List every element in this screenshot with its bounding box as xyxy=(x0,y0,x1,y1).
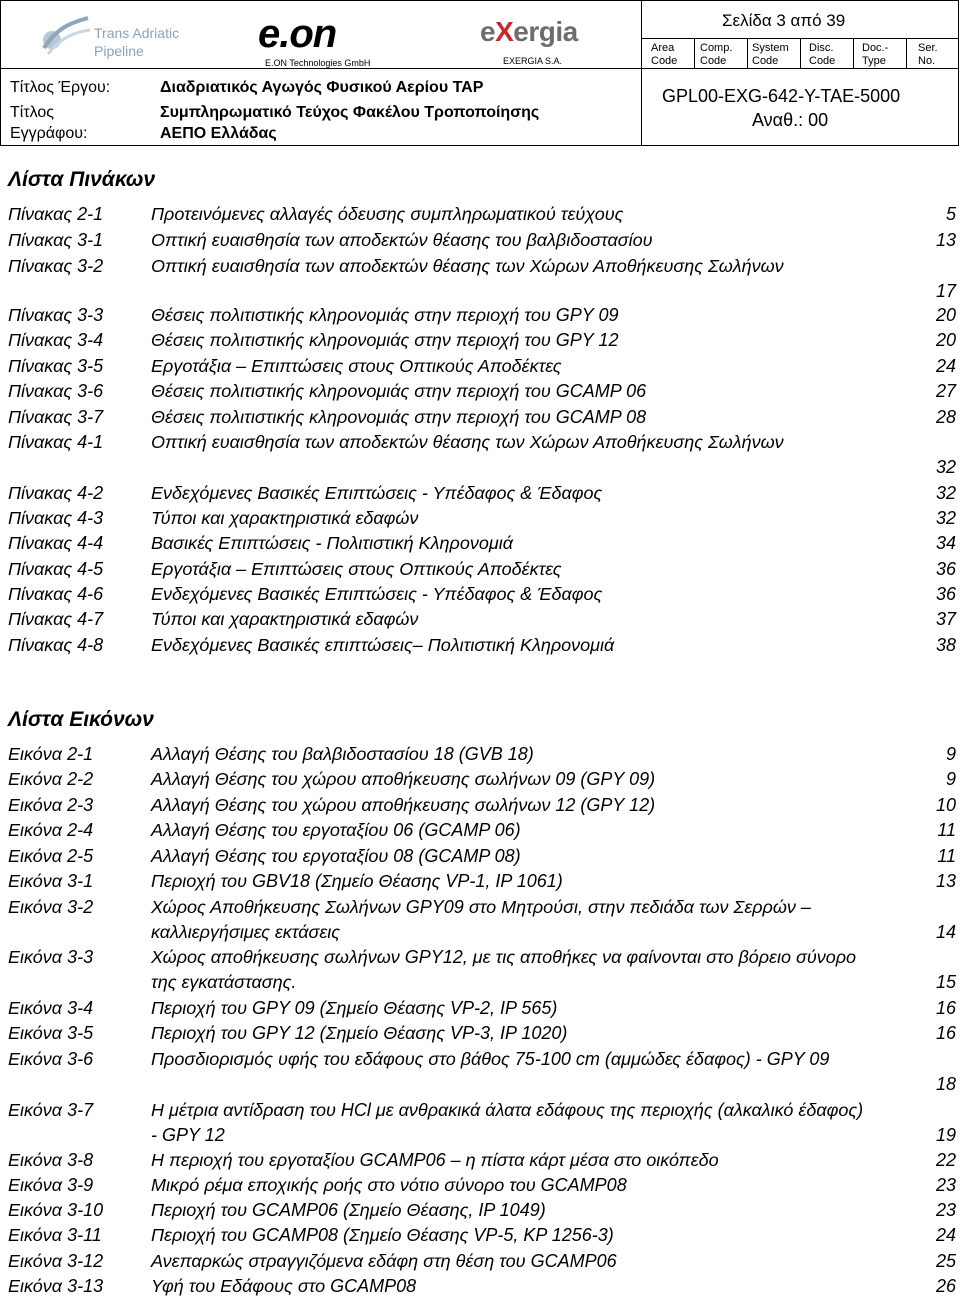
code-disc xyxy=(809,42,835,68)
toc-text: Θέσεις πολιτιστικής κληρονομιάς στην περιοχή του GPY 09 xyxy=(151,305,619,325)
toc-page: 20 xyxy=(935,330,956,350)
code-label: System xyxy=(752,42,789,54)
toc-page: 25 xyxy=(935,1251,956,1271)
title-label-line1: Τίτλος xyxy=(10,104,55,121)
toc-entry[interactable] xyxy=(8,1021,956,1046)
toc-page: 38 xyxy=(935,635,956,655)
toc-label: Πίνακας 2-1 xyxy=(8,204,104,224)
toc-text: Αλλαγή Θέσης του εργοταξίου 06 (GCAMP 06) xyxy=(151,820,521,840)
toc-entry[interactable] xyxy=(8,1173,956,1198)
toc-page: 24 xyxy=(935,1225,956,1245)
code-cell-divider xyxy=(694,38,695,68)
toc-entry[interactable] xyxy=(8,1274,956,1299)
toc-label: Εικόνα 3-12 xyxy=(8,1251,104,1271)
tap-logo-line1: Trans Adriatic xyxy=(94,25,180,41)
toc-entry[interactable] xyxy=(8,1198,956,1223)
figures-list-title: Λίστα Εικόνων xyxy=(8,708,154,731)
header-col-divider xyxy=(641,0,642,146)
toc-label: Πίνακας 4-7 xyxy=(8,609,104,629)
toc-label: Εικόνα 2-1 xyxy=(8,744,94,764)
toc-label: Εικόνα 2-2 xyxy=(8,769,94,789)
toc-label: Εικόνα 3-9 xyxy=(8,1175,94,1195)
exergia-logo-ergia: ergia xyxy=(513,16,578,47)
toc-text: Μικρό ρέμα εποχικής ροής στο νότιο σύνορο του GCAMP08 xyxy=(151,1175,627,1195)
toc-entry[interactable] xyxy=(8,945,956,995)
toc-text: Προσδιορισμός υφής του εδάφους στο βάθος 75-100 cm (αμμώδες έδαφος) - GPY 09 xyxy=(151,1049,830,1069)
toc-label: Πίνακας 3-2 xyxy=(8,256,104,276)
toc-page: 16 xyxy=(935,1023,956,1043)
toc-entry[interactable] xyxy=(8,582,956,607)
eon-logo-subtitle: E.ON Technologies GmbH xyxy=(265,58,371,68)
code-label: Area xyxy=(651,42,675,54)
toc-label: Εικόνα 3-11 xyxy=(8,1225,102,1245)
toc-text: Τύποι και χαρακτηριστικά εδαφών xyxy=(151,508,419,528)
toc-entry[interactable] xyxy=(8,844,956,869)
toc-label: Πίνακας 3-7 xyxy=(8,407,104,427)
code-cell-divider xyxy=(906,38,907,68)
toc-entry[interactable] xyxy=(8,1047,956,1097)
code-label: Type xyxy=(862,55,886,67)
code-doc-type xyxy=(862,42,888,68)
toc-page: 19 xyxy=(935,1125,956,1145)
tap-logo-mark xyxy=(40,14,92,60)
toc-entry[interactable] xyxy=(8,607,956,632)
toc-page: 18 xyxy=(935,1074,956,1094)
toc-page: 14 xyxy=(935,922,956,942)
toc-text: Ανεπαρκώς στραγγιζόμενα εδάφη στη θέση του GCAMP06 xyxy=(151,1251,617,1271)
toc-text: Ενδεχόμενες Βασικές επιπτώσεις– Πολιτιστική Κληρονομιά xyxy=(151,635,615,655)
toc-page: 37 xyxy=(935,609,956,629)
toc-text: Θέσεις πολιτιστικής κληρονομιάς στην περιοχή του GCAMP 08 xyxy=(151,407,647,427)
exergia-logo-e: e xyxy=(480,16,496,47)
toc-entry[interactable] xyxy=(8,481,956,506)
toc-label: Εικόνα 3-3 xyxy=(8,947,94,967)
header-border-right xyxy=(958,0,959,146)
toc-entry[interactable] xyxy=(8,506,956,531)
header-border-top xyxy=(0,0,958,1)
toc-entry[interactable] xyxy=(8,379,956,404)
toc-text: Υφή του Εδάφους στο GCAMP08 xyxy=(151,1276,417,1296)
toc-text: Περιοχή του GPY 09 (Σημείο Θέασης VP-2, IP 565) xyxy=(151,998,558,1018)
code-label: Ser. xyxy=(918,42,938,54)
code-system xyxy=(752,42,789,68)
toc-text: Εργοτάξια – Επιπτώσεις στους Οπτικούς Αποδέκτες xyxy=(151,356,562,376)
toc-text: Εργοτάξια – Επιπτώσεις στους Οπτικούς Αποδέκτες xyxy=(151,559,562,579)
code-label: Code xyxy=(809,55,836,67)
toc-label: Εικόνα 3-7 xyxy=(8,1100,94,1120)
toc-page: 28 xyxy=(935,407,956,427)
toc-label: Πίνακας 4-8 xyxy=(8,635,104,655)
toc-entry[interactable] xyxy=(8,228,956,253)
toc-page: 13 xyxy=(935,230,956,250)
title-value-line1: Συμπληρωματικό Τεύχος Φακέλου Τροποποίησης xyxy=(160,104,540,121)
toc-page: 23 xyxy=(935,1200,956,1220)
toc-text: Ενδεχόμενες Βασικές Επιπτώσεις - Υπέδαφος & Έδαφος xyxy=(151,483,603,503)
toc-page: 10 xyxy=(935,795,956,815)
toc-page: 11 xyxy=(937,846,956,866)
toc-text: Αλλαγή Θέσης του βαλβιδοστασίου 18 (GVB 18) xyxy=(151,744,534,764)
toc-label: Εικόνα 3-8 xyxy=(8,1150,94,1170)
toc-page: 17 xyxy=(935,281,956,301)
toc-entry[interactable] xyxy=(8,1249,956,1274)
code-label: No. xyxy=(918,55,936,67)
toc-page: 32 xyxy=(935,508,956,528)
toc-entry[interactable] xyxy=(8,767,956,792)
toc-page: 9 xyxy=(945,769,956,789)
toc-page: 9 xyxy=(945,744,956,764)
toc-label: Πίνακας 3-5 xyxy=(8,356,104,376)
toc-entry[interactable] xyxy=(8,405,956,430)
toc-text: Χώρος αποθήκευσης σωλήνων GPY12, με τις αποθήκες να φαίνονται στο βόρειο σύνορο της εγκατάστασης. xyxy=(151,947,857,992)
toc-text: Οπτική ευαισθησία των αποδεκτών θέασης των Χώρων Αποθήκευσης Σωλήνων xyxy=(151,256,784,276)
toc-page: 32 xyxy=(935,483,956,503)
toc-page: 23 xyxy=(935,1175,956,1195)
code-cell-divider xyxy=(747,38,748,68)
toc-entry[interactable] xyxy=(8,557,956,582)
toc-page: 24 xyxy=(935,356,956,376)
document-revision: Αναθ.: 00 xyxy=(752,110,829,130)
toc-label: Πίνακας 3-1 xyxy=(8,230,104,250)
eon-logo: e.on xyxy=(258,12,337,56)
toc-page: 11 xyxy=(937,820,956,840)
code-label: Comp. xyxy=(700,42,733,54)
toc-page: 32 xyxy=(935,457,956,477)
header-border-left xyxy=(0,0,1,146)
title-value-line2: ΑΕΠΟ Ελλάδας xyxy=(160,125,277,142)
toc-entry[interactable] xyxy=(8,1223,956,1248)
code-serial xyxy=(918,42,938,68)
tap-logo xyxy=(40,14,92,65)
toc-label: Εικόνα 3-2 xyxy=(8,897,94,917)
header-border-bottom xyxy=(0,145,958,146)
toc-text: Η περιοχή του εργοταξίου GCAMP06 – η πίστα κάρτ μέσα στο οικόπεδο xyxy=(151,1150,719,1170)
toc-page: 26 xyxy=(935,1276,956,1296)
exergia-logo-subtitle: EXERGIA S.A. xyxy=(503,56,563,66)
toc-text: Προτεινόμενες αλλαγές όδευσης συμπληρωματικού τεύχους xyxy=(151,204,624,224)
toc-text: Αλλαγή Θέσης του εργοταξίου 08 (GCAMP 08) xyxy=(151,846,521,866)
toc-label: Εικόνα 2-4 xyxy=(8,820,94,840)
toc-page: 13 xyxy=(935,871,956,891)
code-cell-divider xyxy=(853,38,854,68)
toc-page: 5 xyxy=(945,204,956,224)
toc-text: Αλλαγή Θέσης του χώρου αποθήκευσης σωλήνων 12 (GPY 12) xyxy=(151,795,656,815)
document-id: GPL00-EXG-642-Y-TAE-5000 xyxy=(662,86,901,106)
code-label: Doc.- xyxy=(862,42,889,54)
document-header xyxy=(0,0,958,145)
toc-page: 36 xyxy=(935,584,956,604)
toc-entry[interactable] xyxy=(8,254,956,304)
toc-label: Εικόνα 3-1 xyxy=(8,871,94,891)
toc-text: Ενδεχόμενες Βασικές Επιπτώσεις - Υπέδαφος & Έδαφος xyxy=(151,584,603,604)
toc-label: Εικόνα 3-4 xyxy=(8,998,94,1018)
toc-text: Περιοχή του GCAMP06 (Σημείο Θέασης, IP 1049) xyxy=(151,1200,546,1220)
toc-entry[interactable] xyxy=(8,633,956,658)
page-number: Σελίδα 3 από 39 xyxy=(722,11,846,30)
exergia-logo-x: X xyxy=(495,16,514,47)
toc-label: Εικόνα 3-13 xyxy=(8,1276,104,1296)
toc-entry[interactable] xyxy=(8,869,956,894)
toc-label: Πίνακας 4-3 xyxy=(8,508,104,528)
toc-entry[interactable] xyxy=(8,202,956,227)
toc-entry[interactable] xyxy=(8,354,956,379)
toc-entry[interactable] xyxy=(8,430,956,480)
toc-text: Χώρος Αποθήκευσης Σωλήνων GPY09 στο Μητρούσι, στην πεδιάδα των Σερρών – καλλιεργήσιμες εκτάσεις xyxy=(151,897,811,942)
toc-label: Πίνακας 3-4 xyxy=(8,330,104,350)
toc-text: Οπτική ευαισθησία των αποδεκτών θέασης του βαλβιδοστασίου xyxy=(151,230,653,250)
toc-entry[interactable] xyxy=(8,1148,956,1173)
toc-text: Περιοχή του GCAMP08 (Σημείο Θέασης VP-5, KP 1256-3) xyxy=(151,1225,614,1245)
exergia-logo xyxy=(480,16,578,48)
toc-label: Πίνακας 4-2 xyxy=(8,483,104,503)
tap-logo-line2: Pipeline xyxy=(94,43,144,59)
toc-entry[interactable] xyxy=(8,328,956,353)
toc-page: 20 xyxy=(935,305,956,325)
toc-text: Οπτική ευαισθησία των αποδεκτών θέασης των Χώρων Αποθήκευσης Σωλήνων xyxy=(151,432,784,452)
toc-label: Εικόνα 2-3 xyxy=(8,795,94,815)
toc-page: 36 xyxy=(935,559,956,579)
toc-page: 27 xyxy=(935,381,956,401)
toc-label: Πίνακας 4-1 xyxy=(8,432,104,452)
toc-label: Εικόνα 3-6 xyxy=(8,1049,94,1069)
toc-label: Πίνακας 4-4 xyxy=(8,533,104,553)
toc-entry[interactable] xyxy=(8,996,956,1021)
tables-list-title: Λίστα Πινάκων xyxy=(8,168,156,191)
toc-entry[interactable] xyxy=(8,818,956,843)
toc-text: Περιοχή του GBV18 (Σημείο Θέασης VP-1, IP 1061) xyxy=(151,871,563,891)
toc-text: Περιοχή του GPY 12 (Σημείο Θέασης VP-3, IP 1020) xyxy=(151,1023,568,1043)
toc-page: 34 xyxy=(935,533,956,553)
toc-text: Τύποι και χαρακτηριστικά εδαφών xyxy=(151,609,419,629)
code-label: Code xyxy=(752,55,779,67)
toc-label: Εικόνα 3-10 xyxy=(8,1200,104,1220)
toc-page: 16 xyxy=(935,998,956,1018)
code-area xyxy=(651,42,677,68)
tap-logo-text xyxy=(94,24,179,60)
toc-text: Θέσεις πολιτιστικής κληρονομιάς στην περιοχή του GCAMP 06 xyxy=(151,381,647,401)
toc-label: Πίνακας 3-6 xyxy=(8,381,104,401)
toc-entry[interactable] xyxy=(8,1098,956,1148)
toc-text: Αλλαγή Θέσης του χώρου αποθήκευσης σωλήνων 09 (GPY 09) xyxy=(151,769,656,789)
header-divider xyxy=(0,68,958,69)
toc-entry[interactable] xyxy=(8,793,956,818)
code-cell-divider xyxy=(800,38,801,68)
toc-label: Πίνακας 4-6 xyxy=(8,584,104,604)
project-value: Διαδριατικός Αγωγός Φυσικού Αερίου TAP xyxy=(160,79,484,96)
toc-label: Εικόνα 2-5 xyxy=(8,846,94,866)
toc-text: Βασικές Επιπτώσεις - Πολιτιστική Κληρονομιά xyxy=(151,533,513,553)
code-label: Code xyxy=(651,55,678,67)
code-comp xyxy=(700,42,732,68)
toc-label: Πίνακας 3-3 xyxy=(8,305,104,325)
toc-text: Η μέτρια αντίδραση του HCl με ανθρακικά άλατα εδάφους της περιοχής (αλκαλικό έδαφος) - GPY 12 xyxy=(151,1100,864,1145)
project-label: Τίτλος Έργου: xyxy=(10,79,111,96)
toc-text: Θέσεις πολιτιστικής κληρονομιάς στην περιοχή του GPY 12 xyxy=(151,330,619,350)
toc-label: Πίνακας 4-5 xyxy=(8,559,104,579)
toc-entry[interactable] xyxy=(8,742,956,767)
code-label: Code xyxy=(700,55,727,67)
toc-page: 22 xyxy=(935,1150,956,1170)
toc-entry[interactable] xyxy=(8,531,956,556)
toc-entry[interactable] xyxy=(8,303,956,328)
title-label-line2: Εγγράφου: xyxy=(10,125,88,142)
toc-entry[interactable] xyxy=(8,895,956,945)
code-label: Disc. xyxy=(809,42,834,54)
toc-label: Εικόνα 3-5 xyxy=(8,1023,94,1043)
toc-page: 15 xyxy=(935,972,956,992)
